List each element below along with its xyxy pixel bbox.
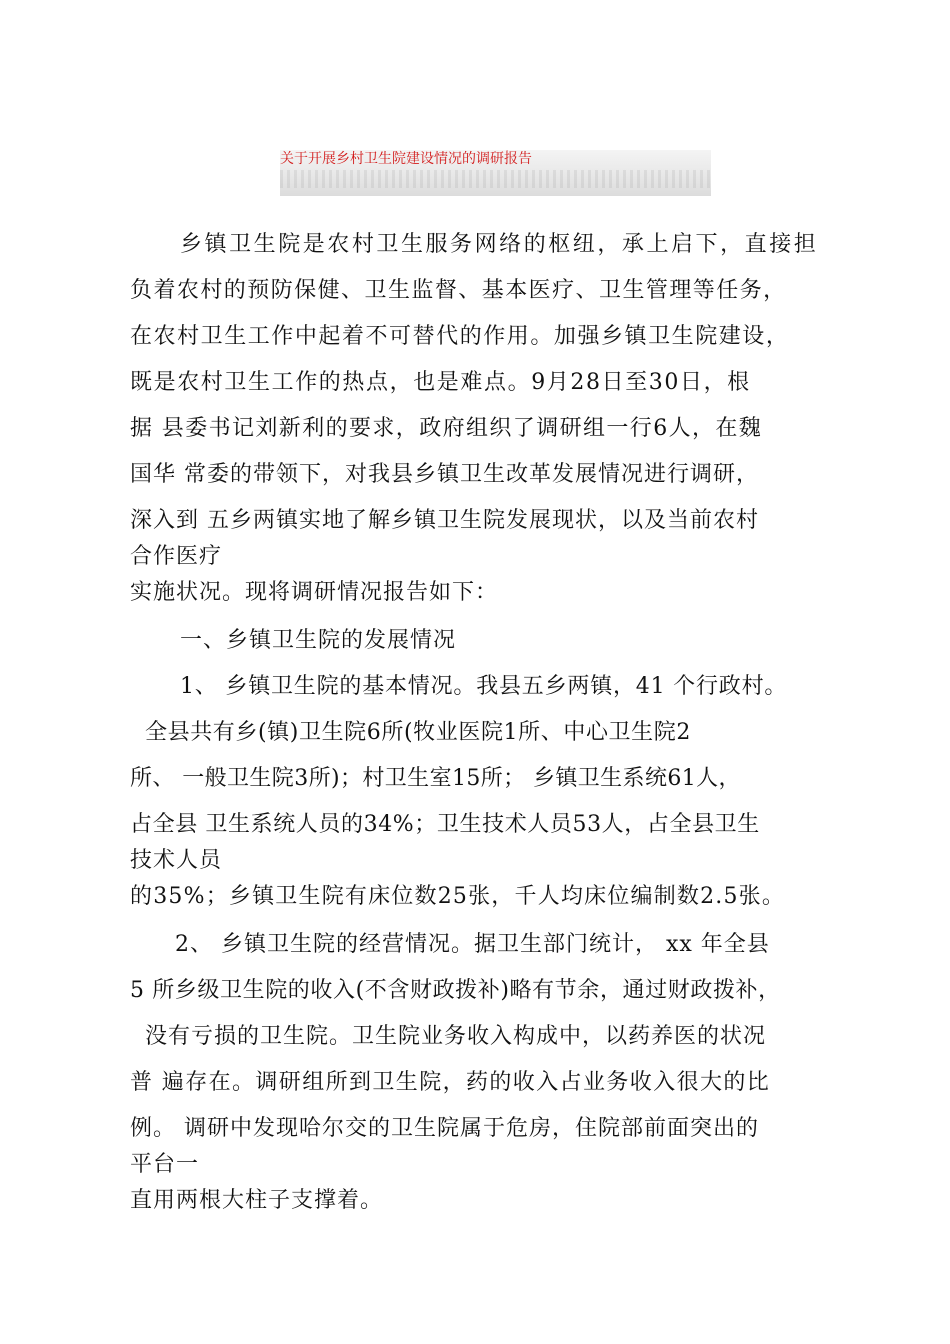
paragraph-line: 的35%；乡镇卫生院有床位数25张，千人均床位编制数2.5张。 bbox=[130, 884, 786, 909]
paragraph-line: 既是农村卫生工作的热点，也是难点。9月28日至30日，根 bbox=[130, 370, 751, 395]
paragraph-line: 国华 常委的带领下，对我县乡镇卫生改革发展情况进行调研， bbox=[130, 462, 759, 487]
paragraph-line: 深入到 五乡两镇实地了解乡镇卫生院发展现状，以及当前农村 bbox=[130, 508, 759, 533]
paragraph-line: 平台一 bbox=[130, 1152, 200, 1177]
paragraph-line: 乡镇卫生院是农村卫生服务网络的枢纽，承上启下，直接担 bbox=[180, 232, 819, 257]
paragraph-line: 全县共有乡(镇)卫生院6所(牧业医院1所、中心卫生院2 bbox=[145, 720, 691, 745]
paragraph-line: 据 县委书记刘新利的要求，政府组织了调研组一行6人，在魏 bbox=[130, 416, 763, 441]
paragraph-line: 直用两根大柱子支撑着。 bbox=[130, 1188, 384, 1213]
paragraph-line: 1、 乡镇卫生院的基本情况。我县五乡两镇，41 个行政村。 bbox=[180, 674, 788, 699]
paragraph-line: 5 所乡级卫生院的收入(不含财政拨补)略有节余，通过财政拨补， bbox=[130, 978, 781, 1003]
paragraph-line: 实施状况。现将调研情况报告如下： bbox=[130, 580, 499, 605]
paragraph-line: 在农村卫生工作中起着不可替代的作用。加强乡镇卫生院建设， bbox=[130, 324, 790, 349]
paragraph-line: 所、 一般卫生院3所)；村卫生室15所； 乡镇卫生系统61人， bbox=[130, 766, 741, 791]
paragraph-line: 占全县 卫生系统人员的34%；卫生技术人员53人，占全县卫生 bbox=[130, 812, 760, 837]
section-heading: 一、乡镇卫生院的发展情况 bbox=[180, 628, 457, 653]
paragraph-line: 普 遍存在。调研组所到卫生院，药的收入占业务收入很大的比 bbox=[130, 1070, 771, 1095]
document-title: 关于开展乡村卫生院建设情况的调研报告 bbox=[280, 151, 532, 167]
paragraph-line: 合作医疗 bbox=[130, 544, 223, 569]
paragraph-line: 负着农村的预防保健、卫生监督、基本医疗、卫生管理等任务， bbox=[130, 278, 787, 303]
paragraph-line: 技术人员 bbox=[130, 848, 223, 873]
paragraph-line: 没有亏损的卫生院。卫生院业务收入构成中，以药养医的状况 bbox=[145, 1024, 767, 1049]
paragraph-line: 例。 调研中发现哈尔交的卫生院属于危房，住院部前面突出的 bbox=[130, 1116, 759, 1141]
paragraph-line: 2、 乡镇卫生院的经营情况。据卫生部门统计， xx 年全县 bbox=[175, 932, 770, 957]
